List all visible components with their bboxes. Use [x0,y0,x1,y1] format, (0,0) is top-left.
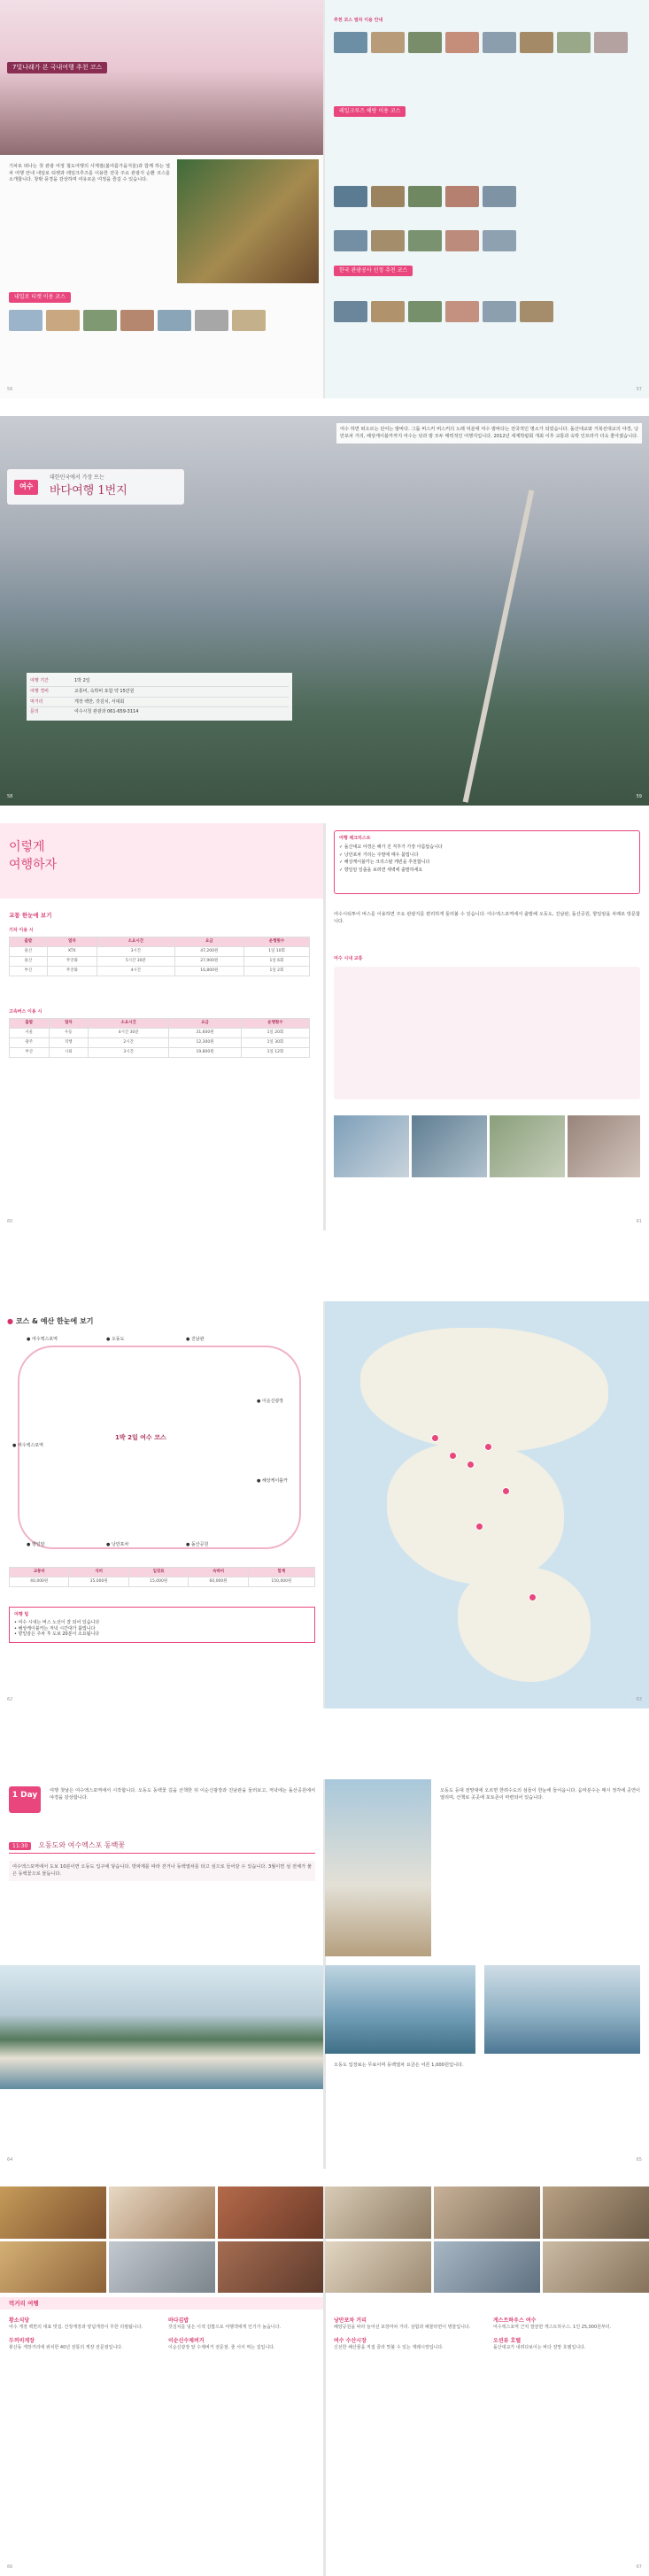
map-pin [502,1487,510,1495]
thumb [408,186,442,207]
thumb [445,230,479,251]
header-a: 이렇게 [9,840,45,854]
train-table: 출발 열차 소요시간 요금 운행횟수 용산 KTX 3시간 47,200원 1일 10회 용산 무궁화 5시간 30분 27,900원 1일 6회 부산 무궁화 4시간 16,800원 1일 2회 [9,937,310,976]
local-title: 여수 시내 교통 [334,956,363,961]
right-text: 오동도 등대 전망대에 오르면 한려수도의 섬들이 한눈에 들어옵니다. 음악분수는 매시 정각에 공연이 열리며, 산책로 곳곳에 포토존이 마련되어 있습니다. [440,1788,640,1801]
entry-col [9,2318,159,2351]
island-photo [325,1965,475,2054]
entry: 황소식당 여수 게장 백반의 대표 맛집. 간장게장과 양념게장이 무한 리필됩니다. [9,2318,143,2331]
course-label-2: 레일크루즈 해랑 이용 코스 [334,106,406,117]
table-row: 부산 시외 3시간 19,800원 1일 12회 [10,1048,310,1058]
stop: ● 낭만포차 [106,1542,129,1547]
stop: ● 진남관 [186,1337,205,1342]
map-pin [431,1434,439,1442]
food-photo [0,2187,106,2239]
page-61 [325,823,649,1230]
spread-3 [0,823,649,1230]
page-number: 57 [636,387,642,393]
stay-photo [434,2187,540,2239]
map-land [458,1567,591,1682]
map-pin [529,1593,537,1601]
map-pin [475,1523,483,1531]
entry: 이순신수제버거 이순신광장 앞 수제버거 전문점. 줄 서서 먹는 집입니다. [168,2337,275,2350]
stop: ● 향일암 [27,1542,45,1547]
page-number: 56 [7,387,13,393]
table-row: 용산 KTX 3시간 47,200원 1일 10회 [10,947,310,957]
page-number: 58 [7,794,13,800]
page-number: 65 [636,2157,642,2163]
day-intro: 여행 첫날은 여수엑스포역에서 시작합니다. 오동도 동백꽃 길을 산책한 뒤 이순신광장과 진남관을 둘러보고, 저녁에는 돌산공원에서 야경을 감상합니다. [50,1788,315,1801]
info-row: 먹거리 게장 백반, 갓김치, 서대회 [30,698,289,708]
page-64 [0,1779,324,2169]
thumb [483,301,516,322]
tip-item: • 향일암은 주차 후 도보 20분이 소요됩니다 [14,1631,100,1638]
eat-title: 먹거리 여행 [9,2300,39,2307]
food-photo [218,2241,324,2294]
thumb [445,301,479,322]
title: 바다여행 1번지 [50,484,127,497]
thumb [371,230,405,251]
yeosu-map [325,1301,649,1708]
thumb [408,32,442,53]
info-row: 여행 기간 1박 2일 [30,676,289,687]
thumb [483,32,516,53]
thumb [334,186,367,207]
course-label-1: 내일로 티켓 이용 코스 [9,292,71,303]
check-item: ✓ 향일암 일출을 보려면 새벽에 출발하세요 [339,868,423,873]
thumb [9,310,42,331]
body-text: 여수 하면 떠오르는 단어는 밤바다. 그룹 버스커 버스커의 노래 덕분에 여수 밤바다는 전국적인 명소가 되었습니다. 돌산대교와 거북선대교의 야경, 낭만포차 거리, 해상케이블카까지 여수는 낮과 밤 모두 매력적인 여행지입니다. 2012년 세계박람회 개최 이후 교통과 숙박 인프라가 더욱 좋아졌습니다. [336,423,642,443]
city-photo-4 [568,1115,640,1177]
table-row: 부산 무궁화 4시간 16,800원 1일 2회 [10,967,310,976]
transport-title: 교통 한눈에 보기 [9,912,52,919]
entry: 두꺼비게장 봉산동 게장거리에 위치한 40년 전통의 게장 전문점입니다. [9,2337,123,2350]
table-row: 광주 직행 2시간 12,300원 1일 30회 [10,1038,310,1048]
thumb [483,186,516,207]
course-2-thumbs-b [334,186,516,207]
page-number: 63 [636,1697,642,1703]
stay-photo [543,2241,649,2294]
course-label-3: 한국 관광공사 선정 추천 코스 [334,266,413,276]
spot-title-row [9,1841,315,1854]
page-number: 67 [636,2564,642,2571]
info-row: 문의 여수시청 관광과 061-659-3114 [30,709,139,715]
stop: ● 해상케이블카 [257,1478,288,1484]
stay-photo [325,2241,431,2294]
check-title: 여행 체크리스트 [339,836,371,841]
page-number: 61 [636,1219,642,1225]
stay-photo [434,2241,540,2294]
entry: 오션뷰 호텔 돌산대교가 내려다보이는 바다 전망 호텔입니다. [493,2337,586,2350]
page-number: 64 [7,2157,13,2163]
map-pin [467,1461,475,1469]
thumb [371,32,405,53]
page-63 [325,1301,649,1708]
entry-col [493,2318,640,2351]
page-62 [0,1301,324,1708]
page-66 [0,2187,324,2576]
spread-2 [0,416,649,806]
course-3-thumbs [334,301,553,322]
thumb [408,230,442,251]
page-60 [0,823,324,1230]
route-label: 1박 2일 여수 코스 [115,1434,166,1441]
table-row: 용산 무궁화 5시간 30분 27,900원 1일 6회 [10,957,310,967]
stay-photo [325,2187,431,2239]
spread-4 [0,1301,649,1708]
right-text-2: 오동도 입장료는 무료이며 동백열차 요금은 어른 1,000원입니다. [334,2063,464,2068]
right-text: 여수시티투어 버스를 이용하면 주요 관광지를 편리하게 둘러볼 수 있습니다. 여수엑스포역에서 출발해 오동도, 진남관, 돌산공원, 향일암을 차례로 방문합니다. [334,912,640,924]
page-67 [325,2187,649,2576]
check-item: ✓ 돌산대교 야경은 해가 진 직후가 가장 아름답습니다 [339,844,443,850]
entry: 바다김밥 갓김치를 넣은 이색 김밥으로 여행객에게 인기가 높습니다. [168,2318,282,2331]
thumb [557,32,591,53]
food-photo [109,2187,215,2239]
bus-title: 고속버스 이용 시 [9,1009,42,1014]
page-number: 60 [7,1219,13,1225]
city-photo-1 [334,1115,409,1177]
stop: ● 오동도 [106,1337,125,1342]
tip-title: 여행 팁 [14,1612,29,1617]
lighthouse-photo [484,1965,640,2054]
thumb [334,32,367,53]
top-tag: 7빛나래가 본 국내여행 추천 코스 [7,62,107,73]
stop: ● 이순신광장 [257,1399,284,1404]
thumb [371,186,405,207]
page-number: 66 [7,2564,13,2571]
local-box [334,967,640,1099]
thumb [83,310,117,331]
stay-photo-grid [325,2187,649,2293]
page-57 [325,0,649,398]
tip-item: • 여수 시내는 버스 노선이 잘 되어 있습니다 [14,1619,100,1625]
harbor-photo [0,1965,324,2089]
food-photo [218,2187,324,2239]
map-pin [484,1443,492,1451]
info-row: 여행 경비 교통비, 숙박비 포함 약 15만원 [30,687,289,698]
thumb [334,301,367,322]
cherry-blossom-photo [0,0,324,155]
region-badge: 여수 [14,480,38,495]
food-photo [0,2241,106,2294]
intro-text: 기차로 떠나는 첫 관광 여정 철도여행의 사계절(봄여름가을겨울)과 함께 하는 열차 여행 안내 내일로 티켓과 레일크루즈를 이용한 전국 주요 관광지 순환 코스를 소개합니다. 창밖 풍경을 감상하며 여유로운 여정을 즐길 수 있습니다. [9,164,170,183]
entry-col [334,2318,484,2351]
spot-title: 오동도와 여수엑스포 동백꽃 [38,1841,126,1849]
course-1-thumbs [9,310,266,331]
page-56 [0,0,324,398]
info-box [27,673,292,721]
thumb [520,32,553,53]
time-badge: 11:30 [9,1842,31,1850]
thumb [483,230,516,251]
train-interior-photo [177,159,319,283]
thumb [158,310,191,331]
tip-item: • 해상케이블카는 저녁 시간대가 붐빕니다 [14,1625,96,1631]
thumb [334,230,367,251]
subtitle: 대한민국에서 가장 뜨는 [50,474,104,481]
entry: 게스트하우스 여수 여수엑스포역 근처 깔끔한 게스트하우스. 1인 25,000원부터. [493,2318,612,2331]
entry-col [168,2318,315,2351]
right-top-label: 추천 코스 열차 이용 안내 [334,18,383,23]
stop: ● 여수엑스포역 [27,1337,58,1342]
city-photo-3 [490,1115,565,1177]
spot-text: 여수엑스포역에서 도보 10분이면 오동도 입구에 닿습니다. 방파제를 따라 걷거나 동백열차를 타고 섬으로 들어갈 수 있습니다. 3월이면 섬 전체가 붉은 동백꽃으로 물듭니다. [9,1861,315,1881]
title-block [7,469,184,505]
stop: ● 여수엑스포역 [12,1443,43,1448]
thumb [445,186,479,207]
course-2-thumbs-a [334,32,628,53]
thumb [195,310,228,331]
thumb [520,301,553,322]
header-band [0,823,324,899]
stop: ● 돌산공원 [186,1542,209,1547]
entry: 여수 수산시장 신선한 해산물을 직접 골라 맛볼 수 있는 재래시장입니다. [334,2337,444,2350]
entry: 낭만포차 거리 해양공원을 따라 늘어선 포장마차 거리. 삼합과 해물라면이 명물입니다. [334,2318,471,2331]
course-title: ● 코스 & 예산 한눈에 보기 [7,1317,94,1325]
train-title: 기차 이용 시 [9,928,34,933]
page-number: 59 [636,794,642,800]
day-badge: 1 Day [9,1786,41,1813]
map-land [387,1443,564,1585]
spread-1 [0,0,649,398]
building-photo [325,1779,431,1956]
checklist-box [334,830,640,894]
page-65 [325,1779,649,2169]
thumb [408,301,442,322]
food-photo [109,2241,215,2294]
check-item: ✓ 해상케이블카는 크리스탈 캐빈을 추천합니다 [339,860,430,866]
bus-table: 출발 열차 소요시간 요금 운행횟수 서울 우등 4시간 30분 31,600원 1일 20회 광주 직행 2시간 12,300원 1일 30회 부산 시외 3시간 19,800원 1일 12회 [9,1018,310,1058]
thumb [594,32,628,53]
pin-icon: ● [7,1317,13,1325]
thumb [46,310,80,331]
check-item: ✓ 낭만포차 거리는 주말에 매우 붐빕니다 [339,852,419,858]
city-photo-2 [412,1115,487,1177]
table-row: 40,000원 35,000원 15,000원 60,000원 150,000원 [10,1577,315,1587]
thumb [445,32,479,53]
thumb [371,301,405,322]
thumb [232,310,266,331]
table-row: 서울 우등 4시간 30분 31,600원 1일 20회 [10,1029,310,1038]
map-pin [449,1452,457,1460]
tip-box [9,1607,315,1643]
map-land [360,1328,608,1452]
spread-5 [0,1779,649,2169]
spread-6 [0,2187,649,2576]
route-box [18,1346,301,1549]
stay-photo [543,2187,649,2239]
budget-table: 교통비 식비 입장료 숙박비 합계 40,000원 35,000원 15,000원 60,000원 150,000원 [9,1567,315,1587]
eat-title-bar [0,2297,324,2310]
course-2-thumbs-c [334,230,516,251]
page-number: 62 [7,1697,13,1703]
food-photo-grid [0,2187,324,2293]
thumb [120,310,154,331]
header-b: 여행하자 [9,858,58,872]
